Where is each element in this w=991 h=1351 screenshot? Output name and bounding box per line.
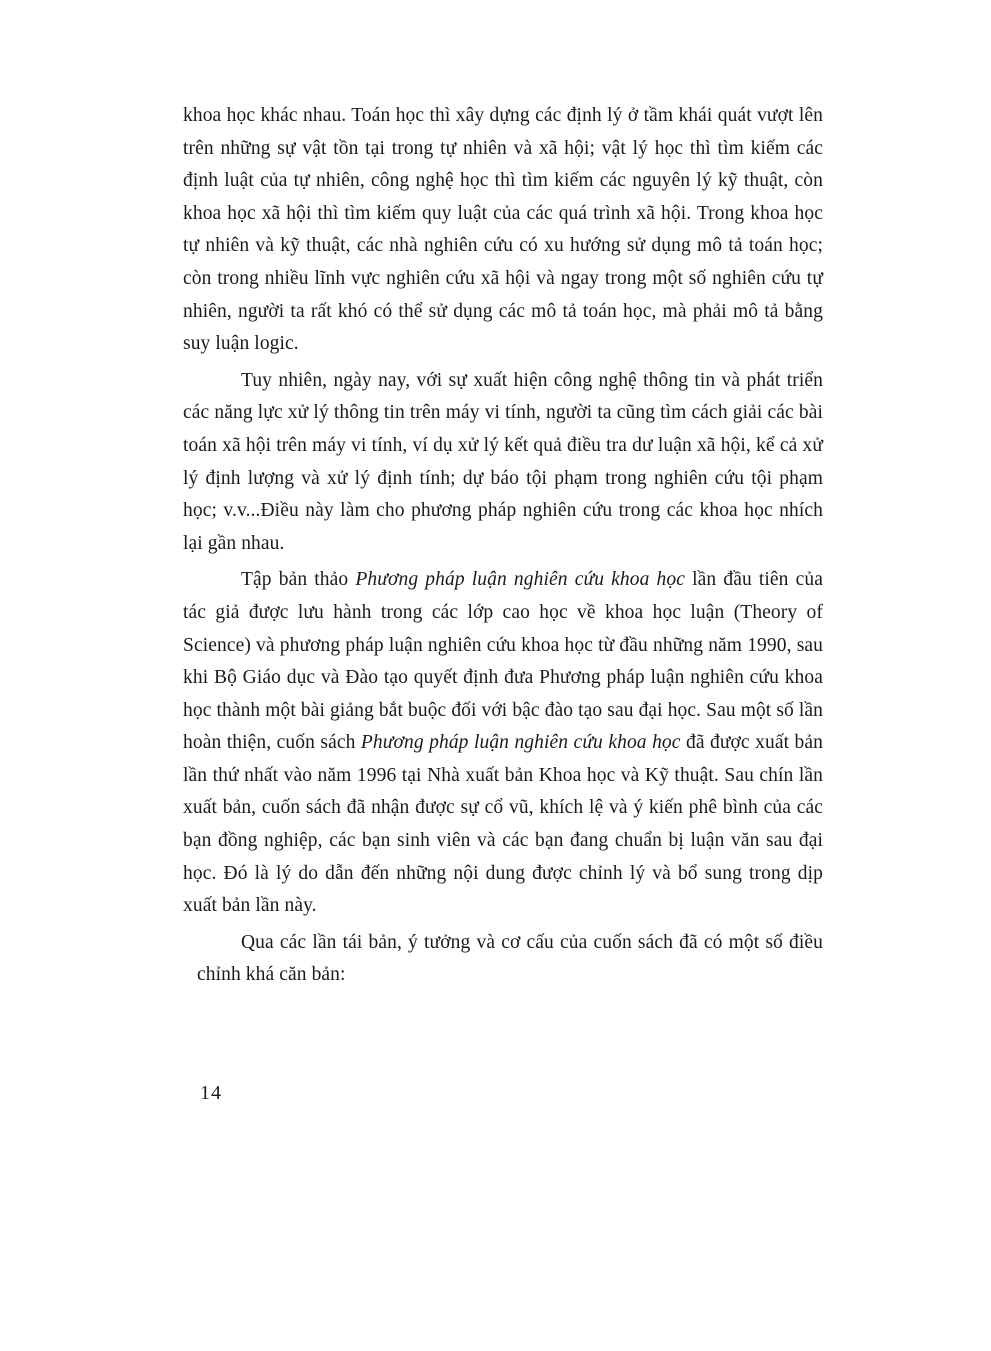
paragraph-3 (183, 564, 823, 923)
paragraph-3-part3: đã được xuất bản lần thứ nhất vào năm 1996 tại Nhà xuất bản Khoa học và Kỹ thuật. Sau chín lần xuất bản, cuốn sách đã nhận được sự cổ vũ, khích lệ và ý kiến phê bình của các bạn đồng nghiệp, các bạn sinh viên và các bạn đang chuẩn bị luận văn sau đại học. Đó là lý do dẫn đến những nội dung được chỉnh lý và bổ sung trong dịp xuất bản lần này. (183, 732, 823, 917)
paragraph-3-part2: lần đầu tiên của tác giả được lưu hành trong các lớp cao học về khoa học luận (Theory of Science) và phương pháp luận nghiên cứu khoa học từ đầu những năm 1990, sau khi Bộ Giáo dục và Đào tạo quyết định đưa Phương pháp luận nghiên cứu khoa học thành một bài giảng bắt buộc đối với bậc đào tạo sau đại học. Sau một số lần hoàn thiện, cuốn sách (183, 569, 823, 754)
paragraph-4: Qua các lần tái bản, ý tưởng và cơ cấu của cuốn sách đã có một số điều chỉnh khá căn bản: (197, 931, 823, 986)
paragraph-1: khoa học khác nhau. Toán học thì xây dựng các định lý ở tầm khái quát vượt lên trên những sự vật tồn tại trong tự nhiên và xã hội; vật lý học thì tìm kiếm các định luật của tự nhiên, công nghệ học thì tìm kiếm các nguyên lý kỹ thuật, còn khoa học xã hội thì tìm kiếm quy luật của các quá trình xã hội. Trong khoa học tự nhiên và kỹ thuật, các nhà nghiên cứu có xu hướng sử dụng mô tả toán học; còn trong nhiều lĩnh vực nghiên cứu xã hội và ngay trong một số nghiên cứu tự nhiên, người ta rất khó có thể sử dụng các mô tả toán học, mà phải mô tả bằng suy luận logic. (183, 105, 823, 355)
book-title-italic: Phương pháp luận nghiên cứu khoa học (355, 569, 686, 591)
body-text (183, 100, 823, 992)
paragraph-2: Tuy nhiên, ngày nay, với sự xuất hiện công nghệ thông tin và phát triển các năng lực xử lý thông tin trên máy vi tính, người ta cũng tìm cách giải các bài toán xã hội trên máy vi tính, ví dụ xử lý kết quả điều tra dư luận xã hội, kể cả xử lý định lượng và xử lý định tính; dự báo tội phạm trong nghiên cứu tội phạm học; v.v...Điều này làm cho phương pháp nghiên cứu trong các khoa học nhích lại gần nhau. (183, 369, 823, 554)
page-number: 14 (200, 1082, 222, 1104)
book-title-italic-2: Phương pháp luận nghiên cứu khoa học (360, 732, 681, 754)
paragraph-3-part1: Tập bản thảo (241, 569, 356, 591)
